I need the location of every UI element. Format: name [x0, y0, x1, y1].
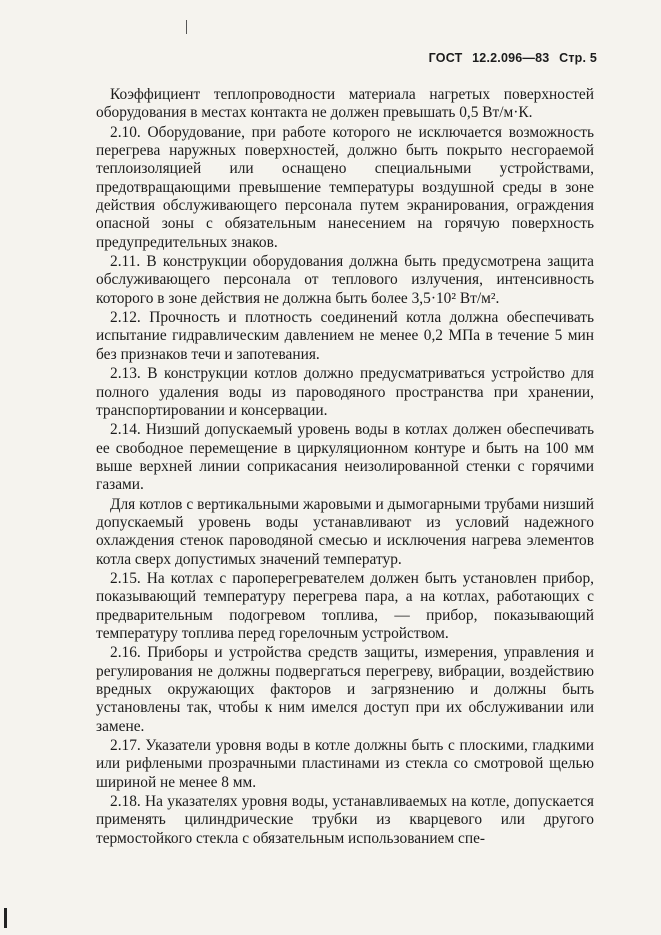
paragraph-text: 2.16. Приборы и устройства средств защиты, измерения, управления и регулирования не должны подвергаться перегреву, вибрации, воздействию вредных окружающих факторов и загрязнению и должны быть установлены так, чтобы к ним имелся доступ при их обслуживании или замене. [96, 644, 594, 735]
paragraph-2-16 [96, 644, 594, 736]
document-body [96, 86, 594, 848]
paragraph-text: 2.12. Прочность и плотность соединений котла должна обеспечивать испытание гидравлическим давлением не менее 0,2 МПа в течение 5 мин без признаков течи и запотевания. [96, 309, 594, 363]
paragraph-0 [96, 86, 594, 123]
paragraph-text: 2.11. В конструкции оборудования должна быть предусмотрена защита обслуживающего персонала от теплового излучения, интенсивность которого в зоне действия не должна быть более 3,5·10² Вт/м². [96, 253, 594, 307]
paragraph-text: 2.13. В конструкции котлов должно предусматриваться устройство для полного удаления воды из пароводяного пространства при хранении, транспортировании и консервации. [96, 365, 594, 419]
paragraph-text: Коэффициент теплопроводности материала нагретых поверхностей оборудования в местах контакта не должен превышать 0,5 Вт/м·К. [96, 86, 594, 122]
paragraph-2-13 [96, 365, 594, 420]
paragraph-text: 2.18. На указателях уровня воды, устанавливаемых на котле, допускается применять цилиндрические трубки из кварцевого или другого термостойкого стекла с обязательным использованием спе- [96, 793, 594, 847]
paragraph-text: Для котлов с вертикальными жаровыми и дымогарными трубами низший допускаемый уровень воды устанавливают из условий надежного охлаждения стенок пароводяной смесью и исключения нагрева элементов котла сверх допустимых значений температур. [96, 495, 594, 568]
paragraph-2-15 [96, 570, 594, 643]
paragraph-text: 2.10. Оборудование, при работе которого не исключается возможность перегрева наружных поверхностей, должно быть покрыто несгораемой теплоизоляцией или оснащено специальными устройствами, предотвращающими превышение температуры воздушной среды в зоне действия обслуживающего персонала путем экранирования, ограждения опасной зоны с обязательным нанесением на горячую поверхность предупредительных знаков. [96, 123, 594, 251]
standard-number: 12.2.096—83 [472, 51, 550, 65]
paragraph-2-10 [96, 124, 594, 252]
paragraph-2-11 [96, 253, 594, 308]
scan-mark [186, 20, 187, 34]
paragraph-text: 2.14. Низший допускаемый уровень воды в котлах должен обеспечивать ее свободное перемещение в циркуляционном контуре и быть на 100 мм выше верхней линии соприкасания неизолированной стенки с горячими газами. [96, 421, 594, 494]
paragraph-2-17 [96, 737, 594, 792]
paragraph-text: 2.15. На котлах с пароперегревателем должен быть установлен прибор, показывающий температуру перегрева пара, а на котлах, работающих с предварительным подогревом топлива, — прибор, показывающий температуру топлива перед горелочным устройством. [96, 569, 594, 642]
paragraph-text: 2.17. Указатели уровня воды в котле должны быть с плоскими, гладкими или рифлеными прозрачными пластинами из стекла со смотровой щелью шириной не менее 8 мм. [96, 737, 594, 791]
paragraph-2-12 [96, 309, 594, 364]
page-number: Стр. 5 [559, 51, 597, 65]
paragraph-2-14-cont [96, 496, 594, 569]
standard-label: ГОСТ [428, 51, 463, 65]
paragraph-2-14 [96, 421, 594, 494]
scan-edge-mark [4, 908, 7, 928]
paragraph-2-18 [96, 793, 594, 848]
page-header [429, 51, 597, 65]
